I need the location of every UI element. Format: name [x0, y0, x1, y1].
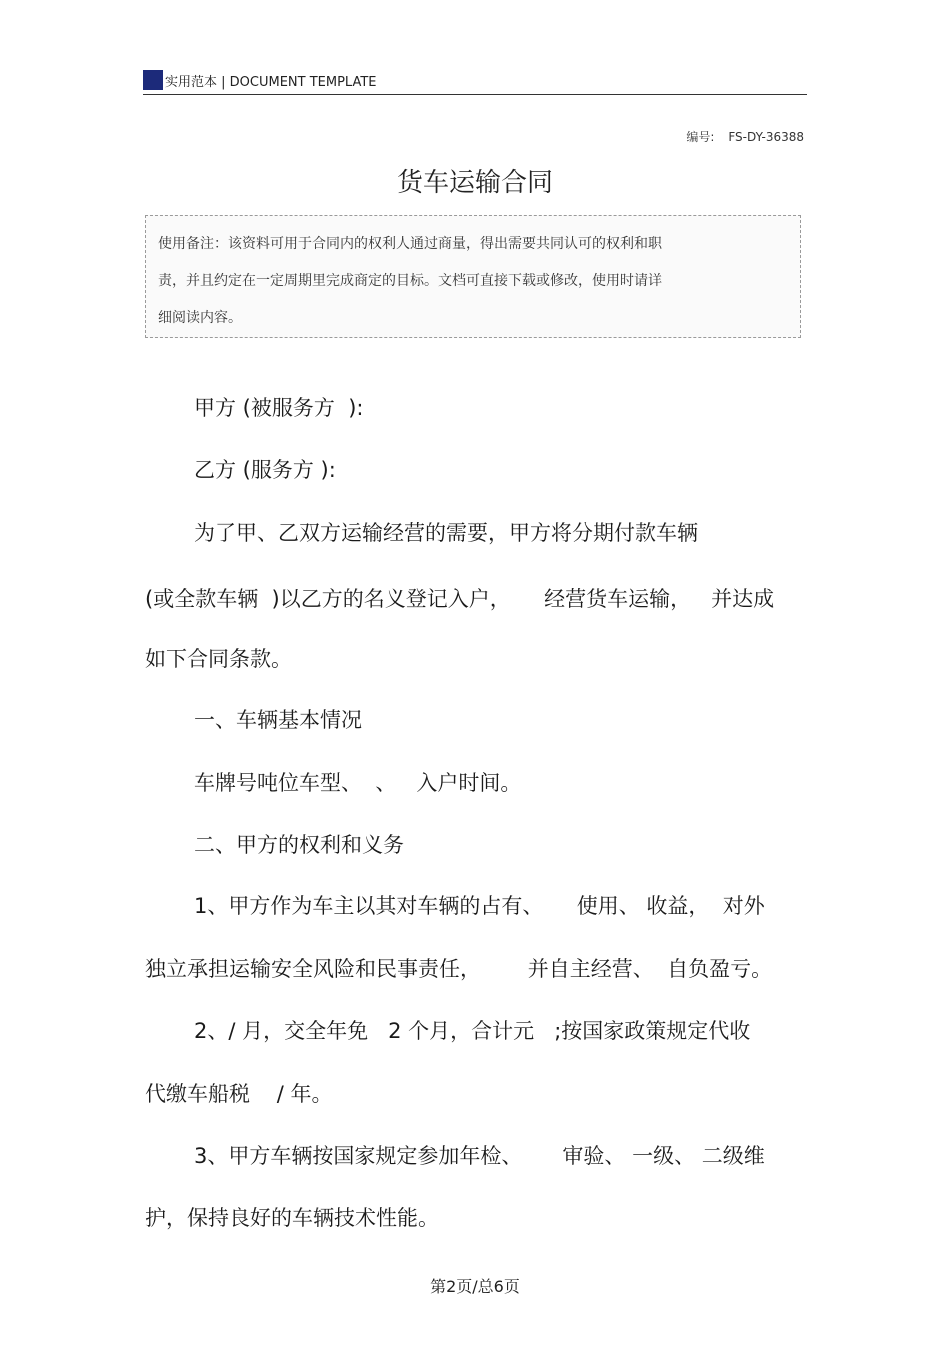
page-number: 第2页/总6页 [430, 1277, 520, 1296]
document-title: 货车运输合同 [396, 168, 553, 198]
body-paragraph-line: 独立承担运输安全风险和民事责任， 并自主经营、 自负盈亏。 [145, 957, 773, 981]
body-paragraph-line: (或全款车辆 )以乙方的名义登记入户， 经营货车运输， 并达成 [145, 587, 775, 611]
section-heading: 二、甲方的权利和义务 [194, 833, 404, 857]
body-paragraph-line: 1、甲方作为车主以其对车辆的占有、 使用、 收益， 对外 [194, 894, 765, 918]
body-paragraph-line: 2、/ 月，交全年免 2 个月，合计元 ;按国家政策规定代收 [194, 1019, 751, 1043]
note-line: 责，并且约定在一定周期里完成商定的目标。文档可直接下载或修改，使用时请详 [158, 273, 662, 289]
body-paragraph-line: 为了甲、乙双方运输经营的需要，甲方将分期付款车辆 [194, 521, 698, 545]
body-paragraph-line: 3、甲方车辆按国家规定参加年检、 审验、 一级、 二级维 [194, 1144, 765, 1168]
serial-number [686, 128, 804, 145]
serial-value: FS-DY-36388 [728, 130, 804, 144]
document-header [143, 70, 807, 95]
party-b-line: 乙方 (服务方 ): [194, 458, 336, 482]
section-heading: 一、车辆基本情况 [194, 708, 362, 732]
serial-label: 编号: [686, 130, 715, 144]
usage-note-box [145, 215, 801, 338]
note-line: 使用备注：该资料可用于合同内的权利人通过商量，得出需要共同认可的权利和职 [158, 236, 662, 252]
body-paragraph-line: 代缴车船税 / 年。 [145, 1082, 333, 1106]
party-a-line: 甲方 (被服务方 ): [194, 396, 364, 420]
body-paragraph-line: 如下合同条款。 [145, 647, 292, 671]
body-paragraph-line: 护，保持良好的车辆技术性能。 [145, 1206, 439, 1230]
body-paragraph-line: 车牌号吨位车型、 、 入户时间。 [194, 771, 522, 795]
note-line: 细阅读内容。 [158, 310, 242, 326]
header-text: 实用范本 | DOCUMENT TEMPLATE [165, 75, 377, 90]
logo-square [143, 70, 163, 90]
